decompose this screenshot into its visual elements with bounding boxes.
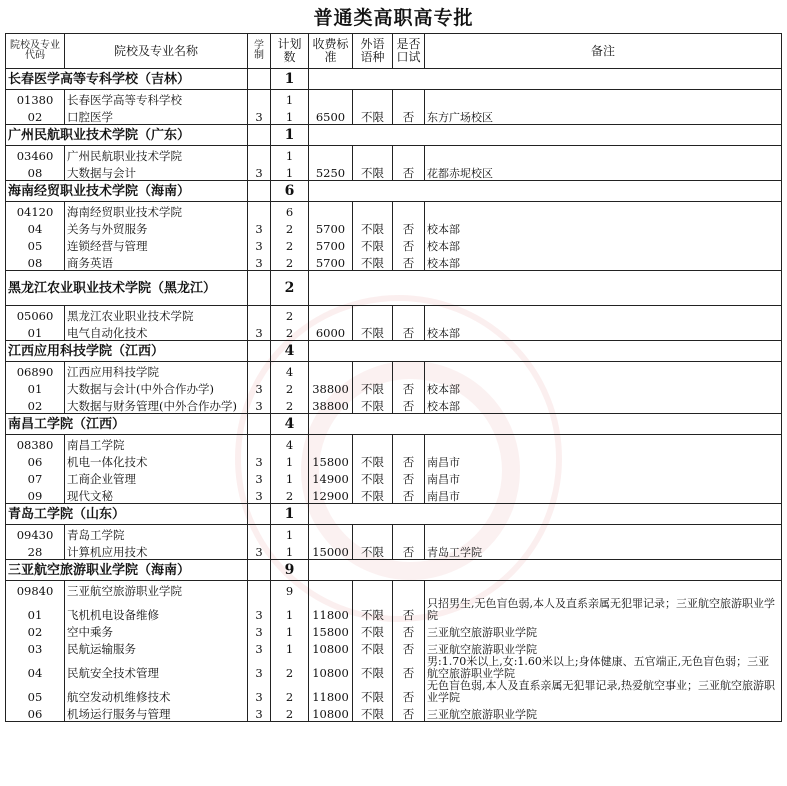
major-remark: 校本部	[425, 323, 782, 341]
major-name: 工商企业管理	[65, 469, 248, 486]
major-fee: 10800	[309, 656, 353, 680]
major-code: 04	[6, 219, 65, 236]
major-remark: 花都赤坭校区	[425, 163, 782, 181]
major-oral: 否	[393, 379, 425, 396]
major-plan: 2	[271, 656, 309, 680]
major-lang: 不限	[353, 680, 393, 704]
major-oral: 否	[393, 656, 425, 680]
major-remark: 校本部	[425, 236, 782, 253]
empty-cell	[393, 146, 425, 164]
institution-name: 三亚航空旅游职业学院	[65, 581, 248, 599]
major-years: 3	[248, 469, 271, 486]
major-fee: 12900	[309, 486, 353, 504]
institution-name: 广州民航职业技术学院	[65, 146, 248, 164]
major-row	[6, 656, 782, 680]
major-code: 05	[6, 680, 65, 704]
institution-row	[6, 581, 782, 599]
empty-cell	[393, 306, 425, 324]
major-code: 28	[6, 542, 65, 560]
major-code: 01	[6, 323, 65, 341]
major-years: 3	[248, 396, 271, 414]
empty-cell	[309, 362, 353, 380]
major-name: 大数据与会计	[65, 163, 248, 181]
major-remark: 校本部	[425, 379, 782, 396]
school-row	[6, 414, 782, 435]
school-empty-cell	[309, 271, 782, 306]
major-name: 连锁经营与管理	[65, 236, 248, 253]
major-plan: 1	[271, 542, 309, 560]
empty-cell	[248, 581, 271, 599]
school-row	[6, 271, 782, 306]
major-code: 02	[6, 622, 65, 639]
school-name: 海南经贸职业技术学院（海南）	[6, 181, 248, 202]
major-oral: 否	[393, 486, 425, 504]
major-row	[6, 253, 782, 271]
major-row	[6, 598, 782, 622]
empty-cell	[393, 435, 425, 453]
school-name: 江西应用科技学院（江西）	[6, 341, 248, 362]
school-empty-cell	[248, 341, 271, 362]
major-code: 09	[6, 486, 65, 504]
institution-row	[6, 362, 782, 380]
empty-cell	[309, 202, 353, 220]
empty-cell	[425, 362, 782, 380]
major-years: 3	[248, 704, 271, 722]
major-oral: 否	[393, 219, 425, 236]
empty-cell	[393, 525, 425, 543]
empty-cell	[309, 581, 353, 599]
institution-name: 黑龙江农业职业技术学院	[65, 306, 248, 324]
major-fee: 10800	[309, 639, 353, 656]
major-name: 飞机机电设备维修	[65, 598, 248, 622]
header-fee: 收费标准	[309, 34, 353, 69]
major-plan: 2	[271, 219, 309, 236]
major-fee: 6500	[309, 107, 353, 125]
header-code: 院校及专业代码	[6, 34, 65, 69]
school-empty-cell	[309, 560, 782, 581]
major-oral: 否	[393, 639, 425, 656]
institution-row	[6, 435, 782, 453]
major-plan: 1	[271, 163, 309, 181]
empty-cell	[248, 525, 271, 543]
major-name: 航空发动机维修技术	[65, 680, 248, 704]
major-fee: 38800	[309, 396, 353, 414]
major-plan: 2	[271, 236, 309, 253]
major-oral: 否	[393, 323, 425, 341]
empty-cell	[353, 306, 393, 324]
major-code: 08	[6, 163, 65, 181]
major-fee: 38800	[309, 379, 353, 396]
empty-cell	[248, 362, 271, 380]
major-lang: 不限	[353, 542, 393, 560]
header-remark: 备注	[425, 34, 782, 69]
school-name: 南昌工学院（江西）	[6, 414, 248, 435]
major-lang: 不限	[353, 622, 393, 639]
major-name: 机场运行服务与管理	[65, 704, 248, 722]
major-remark: 校本部	[425, 253, 782, 271]
school-empty-cell	[248, 125, 271, 146]
major-name: 民航安全技术管理	[65, 656, 248, 680]
empty-cell	[425, 435, 782, 453]
empty-cell	[248, 146, 271, 164]
school-name: 长春医学高等专科学校（吉林）	[6, 69, 248, 90]
school-plan: 9	[271, 560, 309, 581]
school-plan: 1	[271, 504, 309, 525]
institution-row	[6, 525, 782, 543]
major-years: 3	[248, 680, 271, 704]
institution-code: 06890	[6, 362, 65, 380]
school-plan: 1	[271, 69, 309, 90]
empty-cell	[393, 362, 425, 380]
major-fee: 15800	[309, 452, 353, 469]
major-oral: 否	[393, 236, 425, 253]
school-row	[6, 341, 782, 362]
major-remark: 校本部	[425, 396, 782, 414]
empty-cell	[425, 525, 782, 543]
major-lang: 不限	[353, 639, 393, 656]
major-plan: 2	[271, 704, 309, 722]
major-code: 02	[6, 107, 65, 125]
major-name: 口腔医学	[65, 107, 248, 125]
admissions-table	[5, 33, 782, 722]
major-name: 机电一体化技术	[65, 452, 248, 469]
institution-row	[6, 306, 782, 324]
empty-cell	[425, 581, 782, 599]
major-row	[6, 219, 782, 236]
school-empty-cell	[309, 504, 782, 525]
major-fee: 10800	[309, 704, 353, 722]
major-fee: 5700	[309, 253, 353, 271]
institution-plan: 1	[271, 525, 309, 543]
school-empty-cell	[248, 504, 271, 525]
major-name: 空中乘务	[65, 622, 248, 639]
major-row	[6, 236, 782, 253]
major-years: 3	[248, 219, 271, 236]
empty-cell	[353, 146, 393, 164]
school-plan: 4	[271, 414, 309, 435]
institution-name: 江西应用科技学院	[65, 362, 248, 380]
major-fee: 14900	[309, 469, 353, 486]
major-lang: 不限	[353, 219, 393, 236]
school-plan: 6	[271, 181, 309, 202]
school-empty-cell	[309, 341, 782, 362]
major-remark: 南昌市	[425, 452, 782, 469]
major-remark: 男:1.70米以上,女:1.60米以上;身体健康、五官端正,无色盲色弱；三亚航空旅游职业学院	[425, 656, 782, 680]
major-lang: 不限	[353, 598, 393, 622]
institution-name: 长春医学高等专科学校	[65, 90, 248, 108]
major-oral: 否	[393, 542, 425, 560]
major-oral: 否	[393, 704, 425, 722]
major-years: 3	[248, 163, 271, 181]
major-remark: 三亚航空旅游职业学院	[425, 622, 782, 639]
major-name: 大数据与会计(中外合作办学)	[65, 379, 248, 396]
empty-cell	[309, 525, 353, 543]
major-row	[6, 469, 782, 486]
school-name: 黑龙江农业职业技术学院（黑龙江）	[6, 271, 248, 306]
school-plan: 1	[271, 125, 309, 146]
header-years: 学制	[248, 34, 271, 69]
institution-name: 海南经贸职业技术学院	[65, 202, 248, 220]
major-oral: 否	[393, 107, 425, 125]
major-remark: 南昌市	[425, 486, 782, 504]
major-name: 计算机应用技术	[65, 542, 248, 560]
empty-cell	[425, 90, 782, 108]
major-name: 大数据与财务管理(中外合作办学)	[65, 396, 248, 414]
major-lang: 不限	[353, 486, 393, 504]
major-oral: 否	[393, 622, 425, 639]
school-row	[6, 125, 782, 146]
major-years: 3	[248, 452, 271, 469]
major-code: 04	[6, 656, 65, 680]
major-lang: 不限	[353, 107, 393, 125]
major-plan: 1	[271, 469, 309, 486]
major-name: 电气自动化技术	[65, 323, 248, 341]
school-empty-cell	[248, 271, 271, 306]
major-lang: 不限	[353, 469, 393, 486]
empty-cell	[353, 202, 393, 220]
empty-cell	[248, 306, 271, 324]
major-fee: 15800	[309, 622, 353, 639]
major-years: 3	[248, 598, 271, 622]
institution-code: 03460	[6, 146, 65, 164]
major-remark: 三亚航空旅游职业学院	[425, 639, 782, 656]
school-empty-cell	[248, 560, 271, 581]
major-lang: 不限	[353, 163, 393, 181]
institution-row	[6, 90, 782, 108]
major-years: 3	[248, 622, 271, 639]
school-plan: 2	[271, 271, 309, 306]
major-name: 现代文秘	[65, 486, 248, 504]
header-name: 院校及专业名称	[65, 34, 248, 69]
major-plan: 1	[271, 107, 309, 125]
major-oral: 否	[393, 469, 425, 486]
major-oral: 否	[393, 396, 425, 414]
major-row	[6, 163, 782, 181]
institution-row	[6, 146, 782, 164]
major-years: 3	[248, 486, 271, 504]
major-remark: 只招男生,无色盲色弱,本人及直系亲属无犯罪记录；三亚航空旅游职业学院	[425, 598, 782, 622]
major-fee: 15000	[309, 542, 353, 560]
major-plan: 2	[271, 396, 309, 414]
major-lang: 不限	[353, 379, 393, 396]
major-plan: 2	[271, 379, 309, 396]
header-lang: 外语语种	[353, 34, 393, 69]
major-row	[6, 107, 782, 125]
major-code: 01	[6, 379, 65, 396]
table-header-row	[6, 34, 782, 69]
major-remark: 青岛工学院	[425, 542, 782, 560]
major-name: 关务与外贸服务	[65, 219, 248, 236]
major-remark: 南昌市	[425, 469, 782, 486]
school-empty-cell	[309, 181, 782, 202]
major-code: 06	[6, 452, 65, 469]
major-row	[6, 680, 782, 704]
school-row	[6, 69, 782, 90]
school-empty-cell	[309, 69, 782, 90]
major-oral: 否	[393, 253, 425, 271]
major-lang: 不限	[353, 656, 393, 680]
major-oral: 否	[393, 452, 425, 469]
header-plan: 计划数	[271, 34, 309, 69]
major-row	[6, 639, 782, 656]
major-plan: 2	[271, 486, 309, 504]
school-empty-cell	[248, 414, 271, 435]
major-code: 05	[6, 236, 65, 253]
major-remark: 三亚航空旅游职业学院	[425, 704, 782, 722]
major-name: 商务英语	[65, 253, 248, 271]
school-empty-cell	[309, 414, 782, 435]
major-lang: 不限	[353, 452, 393, 469]
major-years: 3	[248, 253, 271, 271]
header-oral: 是否口试	[393, 34, 425, 69]
major-remark: 无色盲色弱,本人及直系亲属无犯罪记录,热爱航空事业；三亚航空旅游职业学院	[425, 680, 782, 704]
page-title: 普通类高职高专批	[313, 7, 474, 29]
empty-cell	[309, 306, 353, 324]
institution-code: 04120	[6, 202, 65, 220]
empty-cell	[353, 581, 393, 599]
empty-cell	[309, 90, 353, 108]
empty-cell	[425, 202, 782, 220]
empty-cell	[353, 90, 393, 108]
institution-plan: 1	[271, 146, 309, 164]
school-name: 广州民航职业技术学院（广东）	[6, 125, 248, 146]
school-empty-cell	[248, 69, 271, 90]
empty-cell	[248, 202, 271, 220]
major-name: 民航运输服务	[65, 639, 248, 656]
school-name: 三亚航空旅游职业学院（海南）	[6, 560, 248, 581]
institution-code: 09840	[6, 581, 65, 599]
major-fee: 6000	[309, 323, 353, 341]
major-years: 3	[248, 542, 271, 560]
empty-cell	[425, 146, 782, 164]
institution-code: 01380	[6, 90, 65, 108]
major-fee: 5700	[309, 236, 353, 253]
major-lang: 不限	[353, 253, 393, 271]
school-row	[6, 560, 782, 581]
table-body	[6, 69, 782, 722]
empty-cell	[393, 202, 425, 220]
major-fee: 5250	[309, 163, 353, 181]
institution-plan: 2	[271, 306, 309, 324]
major-years: 3	[248, 107, 271, 125]
school-plan: 4	[271, 341, 309, 362]
institution-plan: 6	[271, 202, 309, 220]
major-code: 06	[6, 704, 65, 722]
major-code: 02	[6, 396, 65, 414]
school-row	[6, 181, 782, 202]
institution-name: 南昌工学院	[65, 435, 248, 453]
school-empty-cell	[248, 181, 271, 202]
empty-cell	[353, 362, 393, 380]
institution-row	[6, 202, 782, 220]
major-fee: 5700	[309, 219, 353, 236]
major-plan: 1	[271, 622, 309, 639]
empty-cell	[248, 435, 271, 453]
major-row	[6, 542, 782, 560]
empty-cell	[248, 90, 271, 108]
major-lang: 不限	[353, 396, 393, 414]
major-row	[6, 622, 782, 639]
major-years: 3	[248, 323, 271, 341]
school-empty-cell	[309, 125, 782, 146]
major-plan: 1	[271, 452, 309, 469]
major-years: 3	[248, 236, 271, 253]
empty-cell	[353, 525, 393, 543]
empty-cell	[393, 581, 425, 599]
empty-cell	[353, 435, 393, 453]
major-plan: 1	[271, 639, 309, 656]
major-plan: 2	[271, 680, 309, 704]
major-remark: 校本部	[425, 219, 782, 236]
school-name: 青岛工学院（山东）	[6, 504, 248, 525]
major-lang: 不限	[353, 704, 393, 722]
major-lang: 不限	[353, 236, 393, 253]
empty-cell	[309, 146, 353, 164]
institution-code: 05060	[6, 306, 65, 324]
major-code: 08	[6, 253, 65, 271]
major-oral: 否	[393, 680, 425, 704]
major-code: 01	[6, 598, 65, 622]
institution-plan: 9	[271, 581, 309, 599]
major-row	[6, 396, 782, 414]
major-fee: 11800	[309, 680, 353, 704]
institution-code: 08380	[6, 435, 65, 453]
major-plan: 2	[271, 323, 309, 341]
empty-cell	[393, 90, 425, 108]
major-row	[6, 379, 782, 396]
institution-plan: 1	[271, 90, 309, 108]
institution-plan: 4	[271, 435, 309, 453]
major-remark: 东方广场校区	[425, 107, 782, 125]
empty-cell	[425, 306, 782, 324]
major-plan: 1	[271, 598, 309, 622]
major-code: 07	[6, 469, 65, 486]
major-row	[6, 486, 782, 504]
major-row	[6, 323, 782, 341]
major-code: 03	[6, 639, 65, 656]
institution-name: 青岛工学院	[65, 525, 248, 543]
major-plan: 2	[271, 253, 309, 271]
major-lang: 不限	[353, 323, 393, 341]
major-fee: 11800	[309, 598, 353, 622]
institution-code: 09430	[6, 525, 65, 543]
major-years: 3	[248, 656, 271, 680]
major-row	[6, 452, 782, 469]
major-oral: 否	[393, 163, 425, 181]
major-years: 3	[248, 379, 271, 396]
empty-cell	[309, 435, 353, 453]
major-row	[6, 704, 782, 722]
major-years: 3	[248, 639, 271, 656]
school-row	[6, 504, 782, 525]
institution-plan: 4	[271, 362, 309, 380]
major-oral: 否	[393, 598, 425, 622]
